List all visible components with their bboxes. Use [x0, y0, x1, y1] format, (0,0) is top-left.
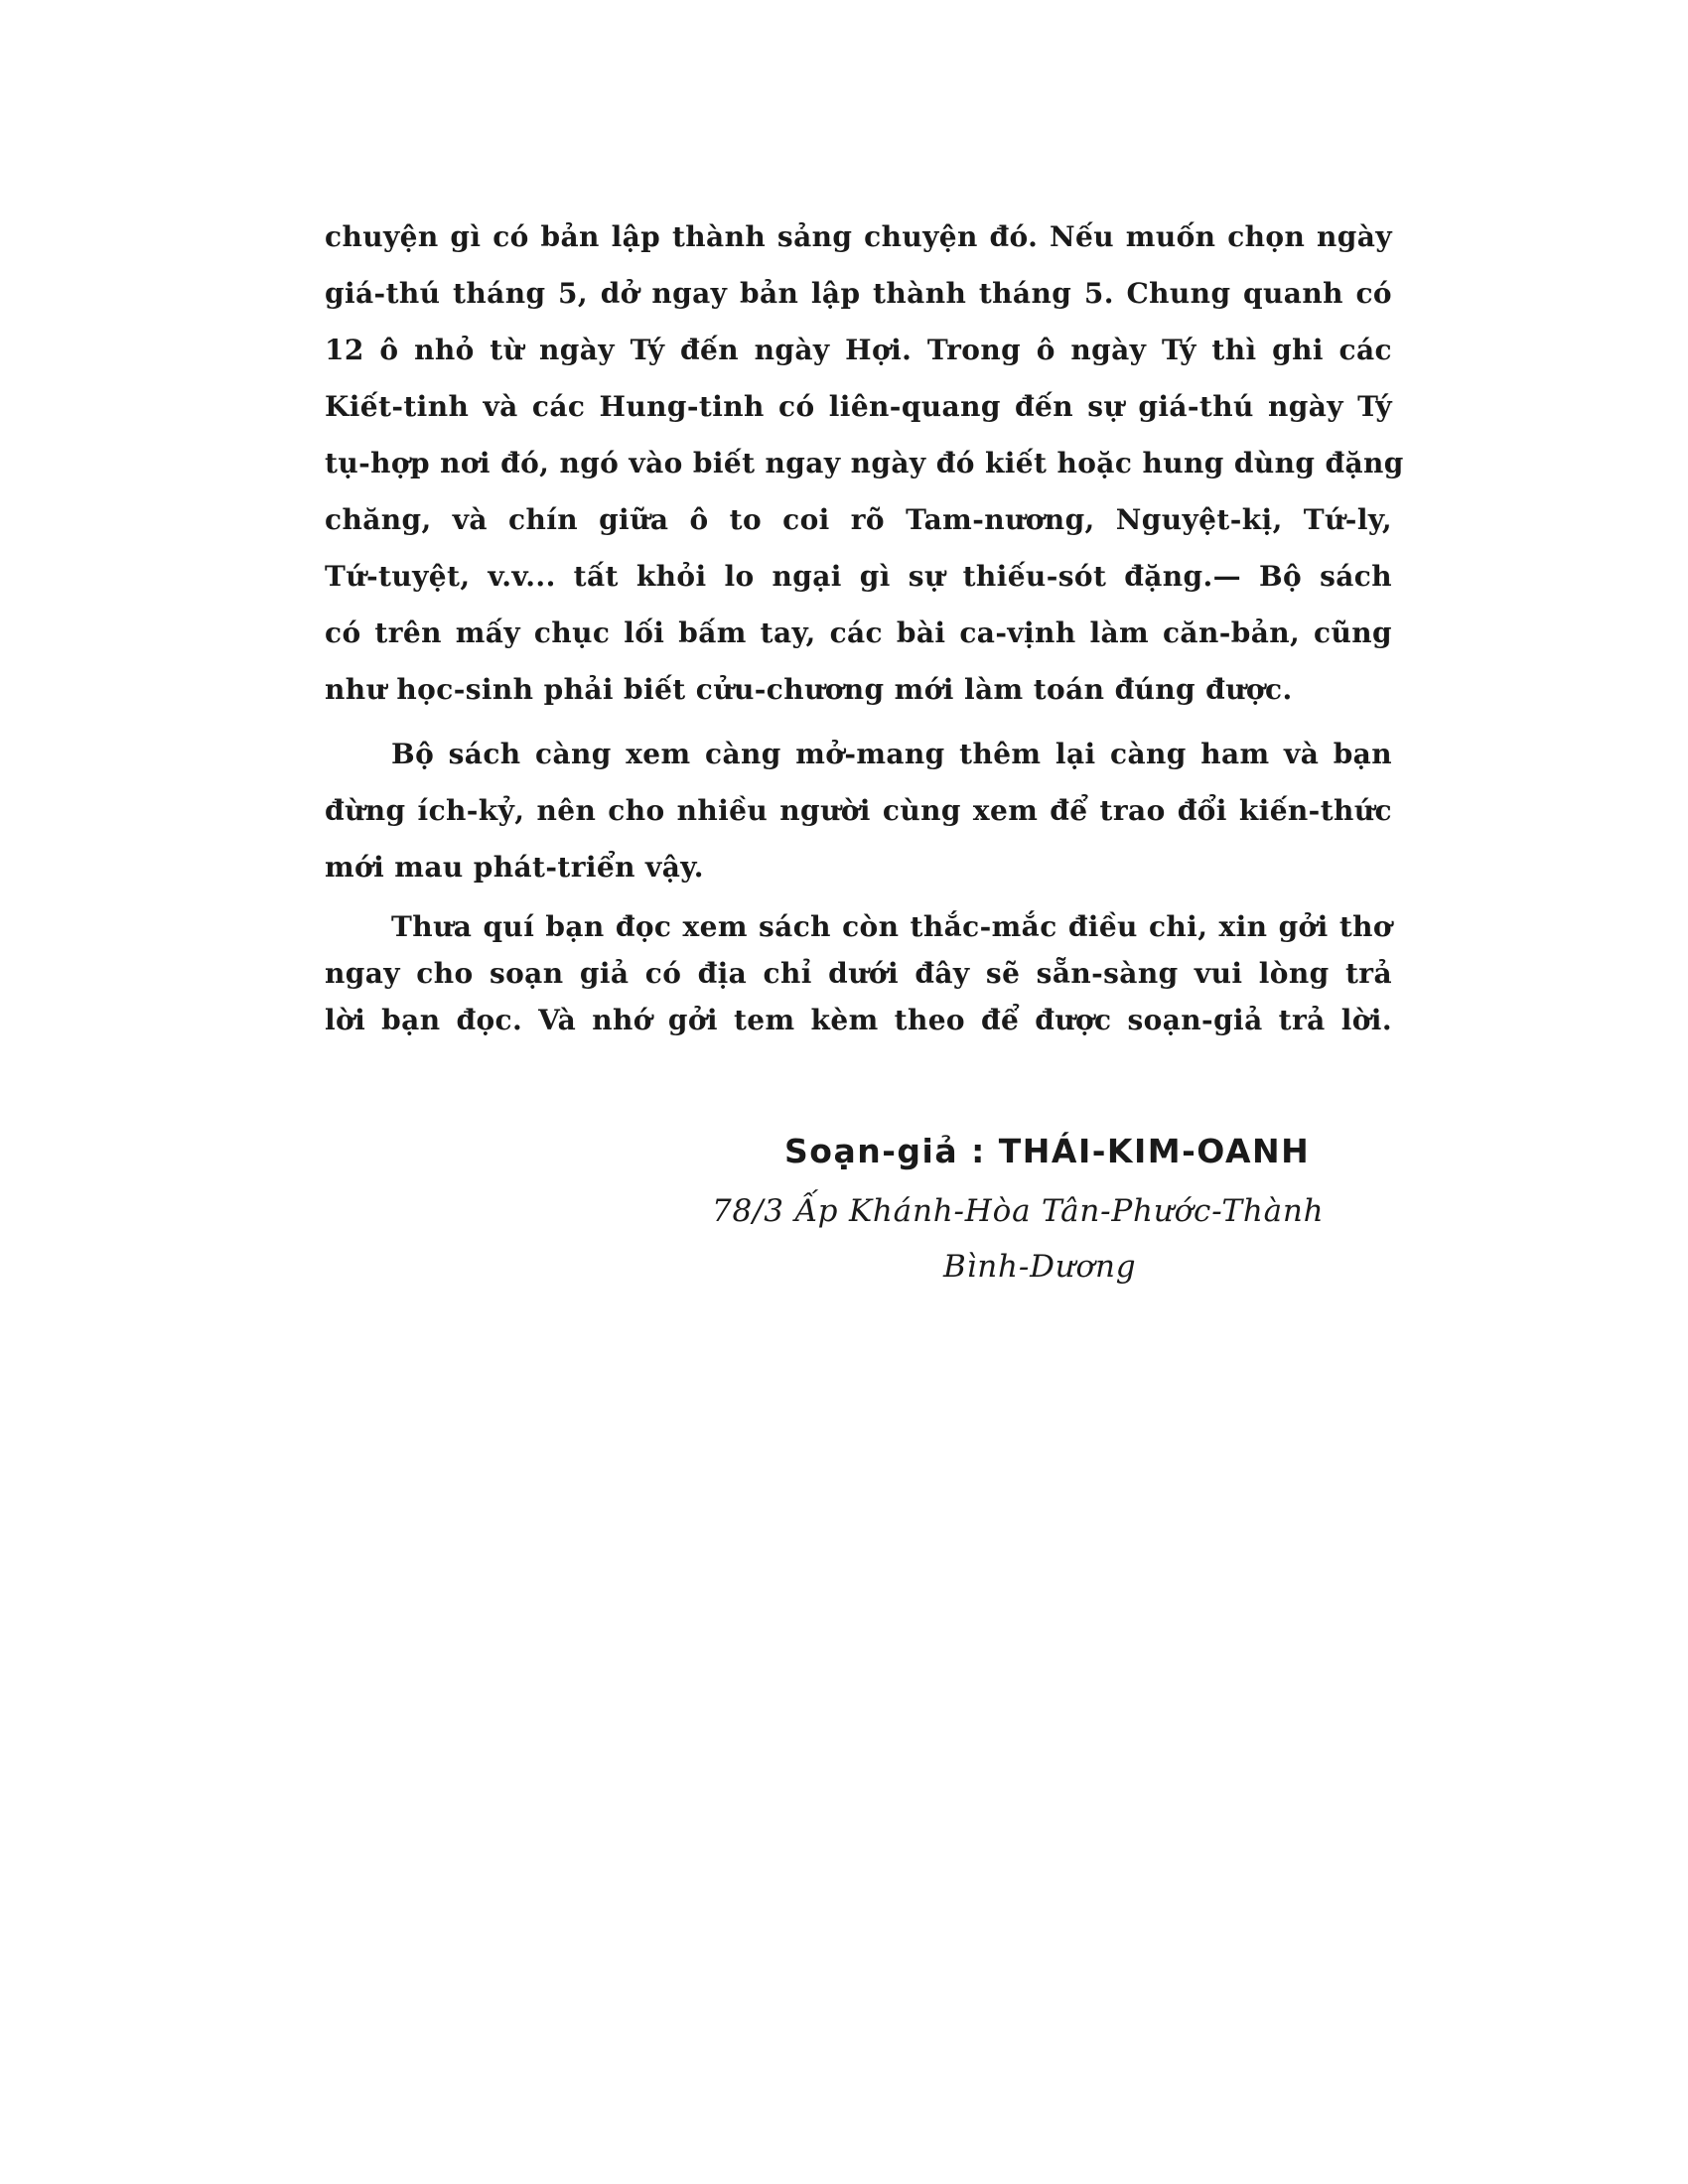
text-line: có trên mấy chục lối bấm tay, các bài ca-vịnh làm căn-bản, cũng [325, 616, 1392, 649]
author-name: Soạn-giả : THÁI-KIM-OANH [784, 1132, 1311, 1170]
text-line: giá-thú tháng 5, dở ngay bản lập thành tháng 5. Chung quanh có [325, 277, 1392, 310]
text-line: ngay cho soạn giả có địa chỉ dưới đây sẽ sẵn-sàng vui lòng trả [325, 957, 1392, 990]
text-line: đừng ích-kỷ, nên cho nhiều người cùng xem để trao đổi kiến-thức [325, 794, 1392, 827]
text-line: chuyện gì có bản lập thành sảng chuyện đó. Nếu muốn chọn ngày [325, 220, 1392, 253]
text-line: lời bạn đọc. Và nhớ gởi tem kèm theo để được soạn-giả trả lời. [325, 1004, 1392, 1036]
text-line: Kiết-tinh và các Hung-tinh có liên-quang đến sự giá-thú ngày Tý [325, 390, 1392, 423]
text-line: như học-sinh phải biết cửu-chương mới làm toán đúng được. [325, 673, 1293, 706]
text-line: tụ-hợp nơi đó, ngó vào biết ngay ngày đó kiết hoặc hung dùng đặng [325, 447, 1404, 479]
text-line: mới mau phát-triển vậy. [325, 851, 704, 884]
text-line: Bộ sách càng xem càng mở-mang thêm lại càng ham và bạn [391, 738, 1392, 770]
text-line: 12 ô nhỏ từ ngày Tý đến ngày Hợi. Trong ô ngày Tý thì ghi các [325, 334, 1392, 366]
body-text [325, 208, 1404, 1043]
text-line: Thưa quí bạn đọc xem sách còn thắc-mắc điều chi, xin gởi thơ [391, 910, 1392, 943]
text-line: Tứ-tuyệt, v.v... tất khỏi lo ngại gì sự thiếu-sót đặng.— Bộ sách [325, 560, 1392, 593]
paragraph-3 [325, 903, 1392, 1043]
paragraph-2 [325, 726, 1392, 895]
text-line: chăng, và chín giữa ô to coi rõ Tam-nương, Nguyệt-kị, Tứ-ly, [325, 503, 1392, 536]
paragraph-1 [325, 208, 1404, 718]
author-address-line-1: 78/3 Ấp Khánh-Hòa Tân-Phước-Thành [712, 1193, 1325, 1229]
author-address-line-2: Bình-Dương [943, 1249, 1137, 1285]
